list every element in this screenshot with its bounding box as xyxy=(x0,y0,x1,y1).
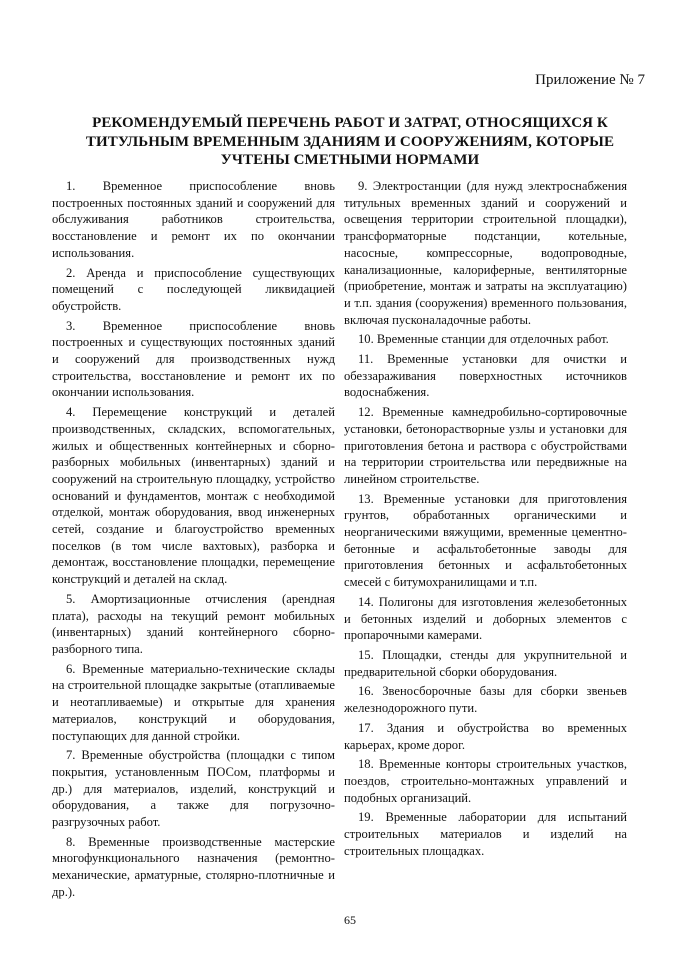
left-column xyxy=(52,178,335,904)
page-number: 65 xyxy=(344,913,356,927)
list-item: 8. Временные производственные мастерские многофункционального назначения (ремонтно-механические, арматурные, столярно-плотничные и др.). xyxy=(52,834,335,899)
appendix-label: Приложение № 7 xyxy=(535,72,645,88)
list-item: 4. Перемещение конструкций и деталей производственных, складских, вспомогательных, жилых и общественных контейнерных и сборно-разборных мобильных (инвентарных) зданий и сооружений на строительную площадку, устройство оснований и фундаментов, монтаж с необходимой отделкой, монтаж оборудования, ввод инженерных сетей, создание и благоустройство временных поселков (в том числе вахтовых), разборка и демонтаж, восстановление площадки, перемещение конструкций и деталей на склад. xyxy=(52,405,335,587)
list-item: 6. Временные материально-технические склады на строительной площадке закрытые (отапливаемые и неотапливаемые) и открытые для хранения материалов, конструкций и оборудования, поступающих для данной стройки. xyxy=(52,661,335,743)
list-item: 1. Временное приспособление вновь построенных постоянных зданий и сооружений для обслуживания работников строительства, восстановление и ремонт их по окончании использования. xyxy=(52,179,335,260)
list-item: 15. Площадки, стенды для укрупнительной и предварительной сборки оборудования. xyxy=(344,647,627,679)
list-item: 10. Временные станции для отделочных работ. xyxy=(358,332,609,347)
list-item: 11. Временные установки для очистки и обеззараживания поверхностных источников водоснабжения. xyxy=(344,352,627,400)
list-item: 18. Временные конторы строительных участков, поездов, строительно-монтажных управлений и подобных организаций. xyxy=(344,757,627,805)
list-item: 17. Здания и обустройства во временных карьерах, кроме дорог. xyxy=(344,720,627,752)
document-title: РЕКОМЕНДУЕМЫЙ ПЕРЕЧЕНЬ РАБОТ И ЗАТРАТ, ОТНОСЯЩИХСЯ К ТИТУЛЬНЫМ ВРЕМЕННЫМ ЗДАНИЯМ И СООРУЖЕНИЯМ, КОТОРЫЕ УЧТЕНЫ СМЕТНЫМИ НОРМАМИ xyxy=(85,115,615,168)
right-column xyxy=(344,178,627,862)
list-item: 12. Временные камнедробильно-сортировочные установки, бетонорастворные узлы и установки для приготовления бетона и раствора с обустройствами на территории строительства или передвижные на линейном строительстве. xyxy=(344,405,627,486)
list-item: 5. Амортизационные отчисления (арендная плата), расходы на текущий ремонт мобильных (инвентарных) зданий контейнерного сборно-разборного типа. xyxy=(52,591,335,656)
list-item: 2. Аренда и приспособление существующих помещений с последующей ликвидацией обустройств. xyxy=(52,265,335,313)
list-item: 16. Звеносборочные базы для сборки звеньев железнодорожного пути. xyxy=(344,684,627,716)
list-item: 7. Временные обустройства (площадки с типом покрытия, установленным ПОСом, платформы и др.) для материалов, изделий, конструкций и оборудования, а также для погрузочно-разгрузочных работ. xyxy=(52,748,335,830)
list-item: 3. Временное приспособление вновь построенных и существующих постоянных зданий и сооружений для производственных нужд строительства, восстановление и ремонт их по окончании использования. xyxy=(52,318,335,400)
list-item: 13. Временные установки для приготовления грунтов, обработанных органическими и неорганическими вяжущими, временные цементно-бетонные и асфальтобетонные заводы для приготовления бетонных и асфальтобетонных смесей с битумохранилищами и т.п. xyxy=(344,491,627,590)
list-item: 9. Электростанции (для нужд электроснабжения титульных временных зданий и сооружений и освещения территории строительной площадки), трансформаторные подстанции, котельные, насосные, компрессорные, водопроводные, канализационные, калориферные, вентиляторные (приобретение, монтаж и затраты на эксплуатацию) и т.п. здания (сооружения) временного пользования, включая пусконаладочные работы. xyxy=(344,179,627,327)
list-item: 19. Временные лаборатории для испытаний строительных материалов и изделий на строительных площадках. xyxy=(344,810,627,858)
list-item: 14. Полигоны для изготовления железобетонных и бетонных изделий и доборных элементов с пропарочными камерами. xyxy=(344,594,627,643)
